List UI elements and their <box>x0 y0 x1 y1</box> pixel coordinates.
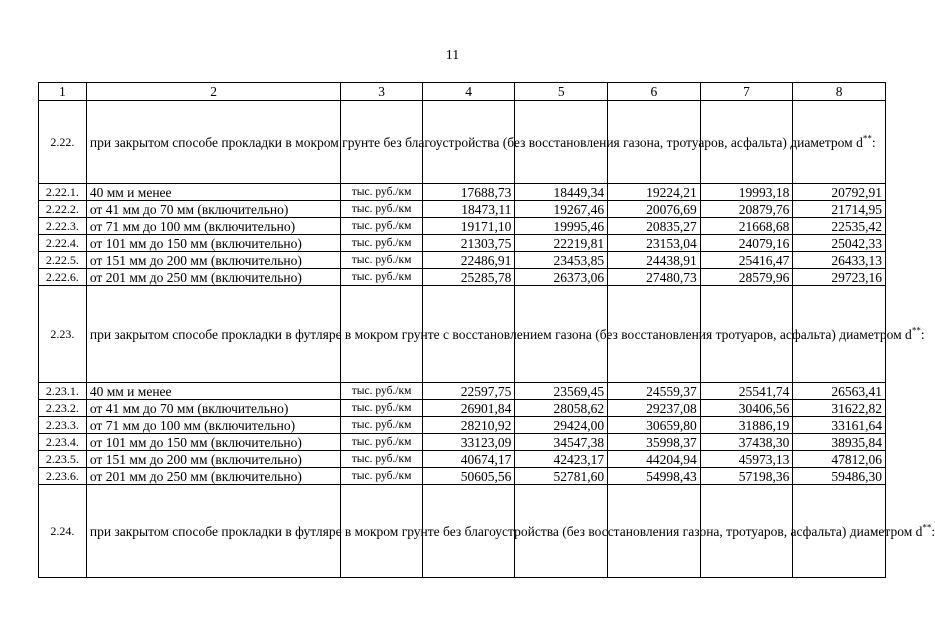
row-value: 38935,84 <box>793 434 886 451</box>
row-name: от 41 мм до 70 мм (включительно) <box>86 400 341 417</box>
row-name: от 151 мм до 200 мм (включительно) <box>86 451 341 468</box>
row-value: 33123,09 <box>422 434 515 451</box>
row-value: 19224,21 <box>608 184 701 201</box>
row-value: 19993,18 <box>700 184 793 201</box>
row-number: 2.23.5. <box>39 451 87 468</box>
row-value: 30406,56 <box>700 400 793 417</box>
row-unit: тыс. руб./км <box>341 417 422 434</box>
row-number: 2.23.2. <box>39 400 87 417</box>
section-row <box>39 485 886 578</box>
header-cell: 6 <box>608 83 701 101</box>
row-number: 2.23.1. <box>39 383 87 400</box>
page-number: 11 <box>445 48 460 63</box>
section-suffix: : <box>920 326 925 342</box>
header-row <box>39 83 886 101</box>
section-title <box>86 485 935 578</box>
row-unit: тыс. руб./км <box>341 201 422 218</box>
header-cell: 1 <box>39 83 87 101</box>
row-value: 25285,78 <box>422 269 515 286</box>
row-number: 2.23.3. <box>39 417 87 434</box>
row-value: 26901,84 <box>422 400 515 417</box>
section-text: при закрытом способе прокладки в футляре в мокром грунте с восстановлением газона (без восстановления тротуаров, асфальта) диаметром d <box>89 326 912 342</box>
section-suffix: : <box>931 523 935 539</box>
table-row <box>39 252 886 269</box>
row-unit: тыс. руб./км <box>341 383 422 400</box>
row-value: 52781,60 <box>515 468 608 485</box>
row-value: 28210,92 <box>422 417 515 434</box>
row-value: 28579,96 <box>700 269 793 286</box>
row-value: 18473,11 <box>422 201 515 218</box>
row-name: от 71 мм до 100 мм (включительно) <box>86 218 341 235</box>
table-body <box>39 83 935 578</box>
section-row <box>39 286 886 383</box>
row-value: 24559,37 <box>608 383 701 400</box>
row-value: 57198,36 <box>700 468 793 485</box>
row-unit: тыс. руб./км <box>341 252 422 269</box>
row-value: 23453,85 <box>515 252 608 269</box>
row-name: от 101 мм до 150 мм (включительно) <box>86 434 341 451</box>
table-row <box>39 451 886 468</box>
row-value: 23569,45 <box>515 383 608 400</box>
row-value: 35998,37 <box>608 434 701 451</box>
row-value: 21303,75 <box>422 235 515 252</box>
row-value: 27480,73 <box>608 269 701 286</box>
row-name: от 201 мм до 250 мм (включительно) <box>86 468 341 485</box>
row-value: 31622,82 <box>793 400 886 417</box>
row-value: 21714,95 <box>793 201 886 218</box>
row-value: 33161,64 <box>793 417 886 434</box>
row-unit: тыс. руб./км <box>341 400 422 417</box>
row-unit: тыс. руб./км <box>341 218 422 235</box>
row-number: 2.22.3. <box>39 218 87 235</box>
row-number: 2.22.2. <box>39 201 87 218</box>
row-unit: тыс. руб./км <box>341 451 422 468</box>
header-cell: 5 <box>515 83 608 101</box>
row-value: 25042,33 <box>793 235 886 252</box>
row-value: 25416,47 <box>700 252 793 269</box>
row-unit: тыс. руб./км <box>341 184 422 201</box>
row-value: 28058,62 <box>515 400 608 417</box>
table-row <box>39 201 886 218</box>
row-value: 40674,17 <box>422 451 515 468</box>
row-value: 20835,27 <box>608 218 701 235</box>
section-number: 2.22. <box>39 101 87 184</box>
row-number: 2.22.6. <box>39 269 87 286</box>
row-unit: тыс. руб./км <box>341 434 422 451</box>
row-number: 2.22.5. <box>39 252 87 269</box>
row-value: 26433,13 <box>793 252 886 269</box>
row-value: 22597,75 <box>422 383 515 400</box>
section-title <box>86 286 925 383</box>
header-cell: 3 <box>341 83 422 101</box>
row-name: от 101 мм до 150 мм (включительно) <box>86 235 341 252</box>
row-unit: тыс. руб./км <box>341 235 422 252</box>
row-name: от 151 мм до 200 мм (включительно) <box>86 252 341 269</box>
footnote-mark: ** <box>862 133 872 143</box>
row-value: 42423,17 <box>515 451 608 468</box>
table-row <box>39 269 886 286</box>
table-row <box>39 417 886 434</box>
row-name: 40 мм и менее <box>86 383 341 400</box>
row-unit: тыс. руб./км <box>341 269 422 286</box>
row-value: 59486,30 <box>793 468 886 485</box>
row-number: 2.22.1. <box>39 184 87 201</box>
table-row <box>39 218 886 235</box>
row-unit: тыс. руб./км <box>341 468 422 485</box>
section-title <box>86 101 876 184</box>
row-value: 37438,30 <box>700 434 793 451</box>
table-row <box>39 468 886 485</box>
table-row <box>39 400 886 417</box>
row-value: 26373,06 <box>515 269 608 286</box>
row-value: 25541,74 <box>700 383 793 400</box>
row-name: от 201 мм до 250 мм (включительно) <box>86 269 341 286</box>
table-row <box>39 184 886 201</box>
row-value: 31886,19 <box>700 417 793 434</box>
section-number: 2.23. <box>39 286 87 383</box>
row-name: 40 мм и менее <box>86 184 341 201</box>
row-number: 2.23.6. <box>39 468 87 485</box>
row-name: от 41 мм до 70 мм (включительно) <box>86 201 341 218</box>
row-value: 23153,04 <box>608 235 701 252</box>
table-row <box>39 434 886 451</box>
row-value: 26563,41 <box>793 383 886 400</box>
row-number: 2.22.4. <box>39 235 87 252</box>
row-value: 22535,42 <box>793 218 886 235</box>
row-value: 22486,91 <box>422 252 515 269</box>
section-text: при закрытом способе прокладки в футляре в мокром грунте без благоустройства (без восстановления газона, тротуаров, асфальта) диаметром d <box>89 523 923 539</box>
table-row <box>39 383 886 400</box>
table-row <box>39 235 886 252</box>
row-value: 24079,16 <box>700 235 793 252</box>
section-text: при закрытом способе прокладки в мокром грунте без благоустройства (без восстановления газона, тротуаров, асфальта) диаметром d <box>89 134 863 150</box>
row-value: 54998,43 <box>608 468 701 485</box>
row-value: 21668,68 <box>700 218 793 235</box>
row-value: 20076,69 <box>608 201 701 218</box>
row-value: 24438,91 <box>608 252 701 269</box>
row-value: 45973,13 <box>700 451 793 468</box>
row-value: 18449,34 <box>515 184 608 201</box>
row-value: 29237,08 <box>608 400 701 417</box>
row-value: 30659,80 <box>608 417 701 434</box>
row-value: 17688,73 <box>422 184 515 201</box>
row-name: от 71 мм до 100 мм (включительно) <box>86 417 341 434</box>
row-value: 29424,00 <box>515 417 608 434</box>
section-row <box>39 101 886 184</box>
row-value: 34547,38 <box>515 434 608 451</box>
row-value: 22219,81 <box>515 235 608 252</box>
tariff-table <box>38 82 935 578</box>
header-cell: 7 <box>700 83 793 101</box>
row-value: 20879,76 <box>700 201 793 218</box>
header-cell: 2 <box>86 83 341 101</box>
row-value: 19171,10 <box>422 218 515 235</box>
row-value: 20792,91 <box>793 184 886 201</box>
row-value: 29723,16 <box>793 269 886 286</box>
row-value: 19995,46 <box>515 218 608 235</box>
row-value: 50605,56 <box>422 468 515 485</box>
footnote-mark: ** <box>922 522 932 532</box>
section-suffix: : <box>871 134 876 150</box>
row-number: 2.23.4. <box>39 434 87 451</box>
footnote-mark: ** <box>911 325 921 335</box>
header-cell: 8 <box>793 83 886 101</box>
row-value: 47812,06 <box>793 451 886 468</box>
section-number: 2.24. <box>39 485 87 578</box>
row-value: 44204,94 <box>608 451 701 468</box>
header-cell: 4 <box>422 83 515 101</box>
row-value: 19267,46 <box>515 201 608 218</box>
